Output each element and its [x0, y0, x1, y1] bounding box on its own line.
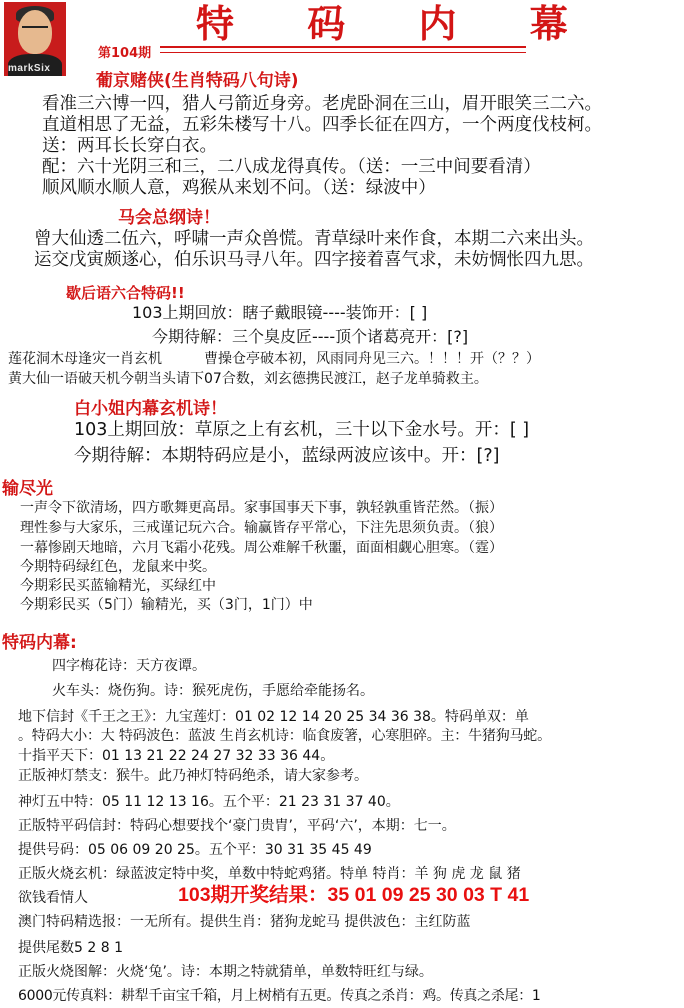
verse-line: 今期彩民买蓝输精光，买绿红中 — [20, 578, 216, 594]
poem-line: 直道相思了无益，五彩朱楼写十八。四季长征在四方，一个两度伐枝柯。 — [42, 115, 602, 135]
poem-line: 配：六十光阴三和三，二八成龙得真传。（送：一三中间要看清） — [42, 157, 541, 177]
section-heading-pujing: 葡京赌侠(生肖特码八句诗) — [96, 71, 299, 91]
avatar-watermark: markSix — [8, 63, 51, 74]
riddle-line: 103上期回放：草原之上有玄机，三十以下金水号。开：[ ] — [74, 420, 530, 440]
info-line: 正版神灯禁支：猴牛。此乃神灯特码绝杀，请大家参考。 — [18, 768, 368, 784]
riddle-line: 103上期回放：瞎子戴眼镜----装饰开：[ ] — [132, 303, 428, 322]
poem-line: 送：两耳长长穿白衣。 — [42, 136, 217, 156]
section-heading-temaneimu: 特码内幕: — [2, 633, 77, 653]
riddle-line: 今期待解：本期特码应是小，蓝绿两波应该中。开：[?] — [74, 446, 500, 466]
info-line: 四字梅花诗：天方夜谭。 — [52, 658, 206, 674]
section-heading-shujinguang: 输尽光 — [2, 479, 53, 499]
poem-line: 运交戊寅颇遂心，伯乐识马寻八年。四字接着喜气求，未妨惆怅四九思。 — [34, 250, 594, 270]
info-line: 火车头：烧伤狗。诗：猴死虎伤，手愿给牵能扬名。 — [52, 683, 374, 699]
info-line: 神灯五中特：05 11 12 13 16。五个平：21 23 31 37 40。 — [18, 794, 400, 810]
info-line: 澳门特码精选报：一无所有。提供生肖：猪狗龙蛇马 提供波色：主红防蓝 — [18, 914, 471, 930]
info-line: 提供号码：05 06 09 20 25。五个平：30 31 35 45 49 — [18, 842, 372, 858]
section-heading-mahui: 马会总纲诗！ — [118, 208, 220, 228]
info-line: 正版特平码信封：特码心想要找个‘豪门贵胄’，平码‘六’，本期：七一。 — [18, 818, 456, 834]
poem-line: 顺风顺水顺人意，鸡猴从来划不问。（送：绿波中） — [42, 178, 436, 198]
riddle-line: 黄大仙一语破天机今朝当头请下07合数，刘玄德携民渡江，赵子龙单骑救主。 — [8, 371, 488, 387]
draw-result: 103期开奖结果：35 01 09 25 30 03 T 41 — [178, 884, 530, 906]
info-line: 6000元传真料：耕犁千亩宝千箱，月上树梢有五更。传真之杀肖：鸡。传真之杀尾：1 — [18, 988, 541, 1004]
verse-line: 理性参与大家乐，三戒谨记玩六合。输赢皆存平常心，下注先思须负责。（狼） — [20, 520, 503, 536]
poem-line: 看准三六博一四，猎人弓箭近身旁。老虎卧洞在三山，眉开眼笑三二六。 — [42, 94, 602, 114]
verse-line: 一声令下欲清场，四方歌舞更高昂。家事国事天下事，孰轻孰重皆茫然。（振） — [20, 500, 503, 516]
verse-line: 今期彩民买（5门）输精光，买（3门，1门）中 — [20, 597, 313, 613]
avatar — [4, 2, 66, 76]
info-line: 地下信封《千王之王》：九宝莲灯：01 02 12 14 20 25 34 36 38。特码单双：单 — [18, 709, 529, 725]
riddle-line: 今期待解：三个臭皮匠----顶个诸葛亮开：[?] — [152, 327, 469, 346]
issue-number: 第104期 — [98, 46, 152, 61]
page-title: 特 码 内 幕 — [196, 1, 598, 46]
poem-line: 曾大仙透二伍六，呼啸一声众兽慌。青草绿叶来作食，本期二六来出头。 — [34, 229, 594, 249]
info-line: 正版火烧图解：火烧‘兔’。诗：本期之特就猜单，单数特旺红与绿。 — [18, 964, 433, 980]
verse-line: 一幕惨剧天地暗，六月飞霜小花残。周公难解千秋噩，面面相觑心胆寒。（霆） — [20, 540, 503, 556]
section-heading-xiehouyu: 歇后语六合特码!! — [66, 284, 185, 302]
title-rule-thin — [160, 52, 526, 53]
info-line: 欲钱看情人 — [18, 890, 88, 906]
section-heading-baixiaojie: 白小姐内幕玄机诗！ — [74, 399, 227, 419]
info-line: 正版火烧玄机：绿蓝波定特中奖，单数中特蛇鸡猪。特单 特肖：羊 狗 虎 龙 鼠 猪 — [18, 866, 521, 882]
info-line: 。特码大小：大 特码波色：蓝波 生肖玄机诗：临食废箸，心寒胆碎。主：牛猪狗马蛇。 — [18, 728, 551, 744]
info-line: 十指平天下：01 13 21 22 24 27 32 33 36 44。 — [18, 748, 335, 764]
verse-line: 今期特码绿红色，龙鼠来中奖。 — [20, 559, 216, 575]
title-rule — [160, 46, 526, 48]
riddle-line: 莲花洞木母逢灾一肖玄机 曹操仓亭破本初，风雨同舟见三六。！！！开（？？） — [8, 351, 540, 367]
info-line: 提供尾数5 2 8 1 — [18, 940, 123, 956]
